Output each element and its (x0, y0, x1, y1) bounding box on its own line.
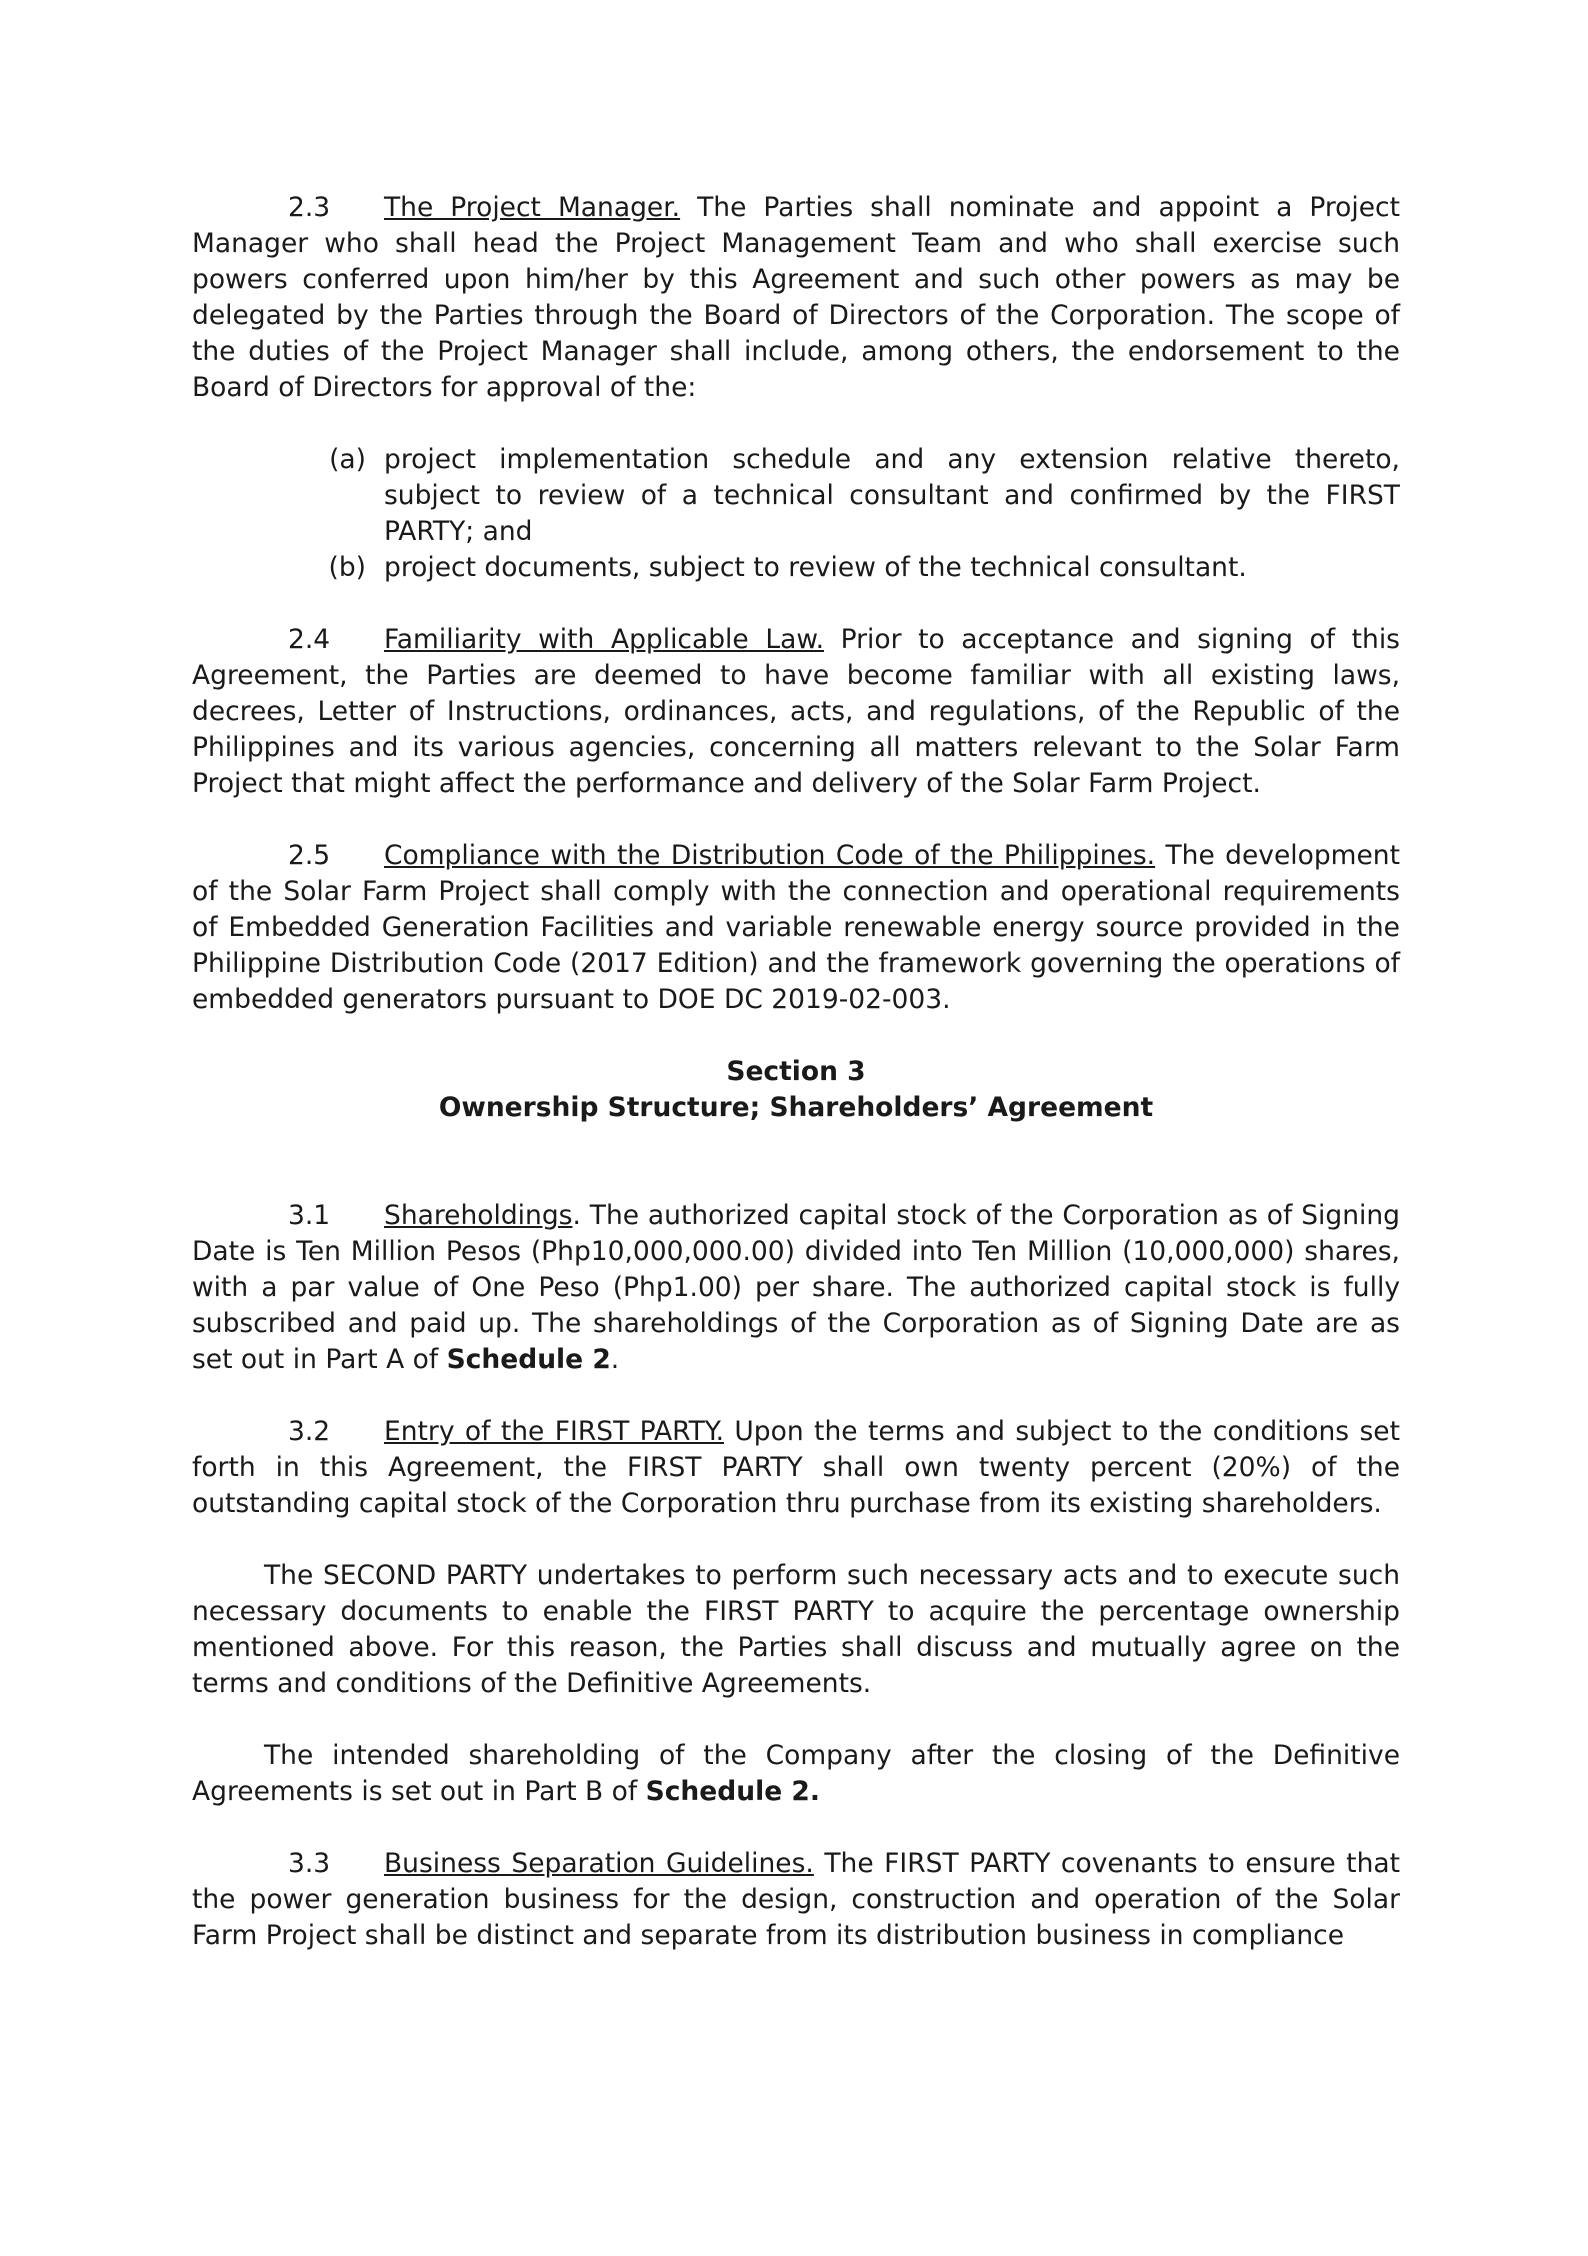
section-body: The development of the Solar Farm Project shall comply with the connection and operational requirements of Embedded Generation Facilities and variable renewable energy source provided in the Philippine Distribution Code (2017 Edition) and the framework governing the operations of embedded generators pursuant to DOE DC 2019-02-003. (192, 840, 1400, 1015)
list-item-text: project implementation schedule and any extension relative thereto, subject to review of a technical consultant and confirmed by the FIRST PARTY; and (384, 444, 1400, 547)
section-number: 2.3 (288, 192, 331, 223)
list-item (192, 550, 1400, 586)
second-party-paragraph: The SECOND PARTY undertakes to perform such necessary acts and to execute such necessary documents to enable the FIRST PARTY to acquire the percentage ownership mentioned above. For this reason, the Parties shall discuss and mutually agree on the terms and conditions of the Definitive Agreements. (192, 1560, 1400, 1699)
section-2-5 (192, 838, 1400, 1018)
section-body: . The authorized capital stock of the Corporation as of Signing Date is Ten Million Pesos (Php10,000,000.00) divided into Ten Million (10,000,000) shares, with a par value of One Peso (Php1.00) per share. The authorized capital stock is fully subscribed and paid up. The shareholdings of the Corporation as of Signing Date are as set out in Part A of (192, 1200, 1400, 1375)
section-body: Prior to acceptance and signing of this Agreement, the Parties are deemed to have become familiar with all existing laws, decrees, Letter of Instructions, ordinances, acts, and regulations, of the Republic of the Philippines and its various agencies, concerning all matters relevant to the Solar Farm Project that might affect the performance and delivery of the Solar Farm Project. (192, 624, 1400, 799)
section-number: 3.2 (288, 1416, 331, 1447)
section-title: Familiarity with Applicable Law. (384, 624, 824, 655)
section-body: The FIRST PARTY covenants to ensure that the power generation business for the design, construction and operation of the Solar Farm Project shall be distinct and separate from its distribution business in compliance (192, 1848, 1400, 1951)
document-page (192, 190, 1400, 1954)
section-2-3 (192, 190, 1400, 406)
section-2-4 (192, 622, 1400, 802)
section-3-2 (192, 1414, 1400, 1522)
section-body-tail: . (610, 1344, 620, 1375)
schedule-reference: Schedule 2 (446, 1344, 611, 1375)
section-3-3 (192, 1846, 1400, 1954)
section-title: Business Separation Guidelines. (384, 1848, 814, 1879)
paragraph-body: The intended shareholding of the Company after the closing of the Definitive Agreements is set out in Part B of (192, 1740, 1400, 1807)
section-3-1 (192, 1198, 1400, 1378)
list-item-label: (a) (329, 444, 366, 475)
section-number: 2.5 (288, 840, 331, 871)
project-manager-duties-list (192, 442, 1400, 586)
schedule-reference: Schedule 2. (645, 1776, 820, 1807)
list-item-text: project documents, subject to review of the technical consultant. (384, 552, 1247, 583)
section-heading-title: Ownership Structure; Shareholders’ Agreement (438, 1092, 1154, 1123)
section-number: 3.3 (288, 1848, 331, 1879)
list-item (192, 442, 1400, 550)
section-3-heading (192, 1054, 1400, 1126)
intended-shareholding-paragraph (192, 1738, 1400, 1810)
section-heading-number: Section 3 (726, 1056, 866, 1087)
list-item-label: (b) (328, 552, 366, 583)
section-title: The Project Manager. (384, 192, 681, 223)
section-title: Compliance with the Distribution Code of the Philippines. (384, 840, 1156, 871)
section-number: 2.4 (288, 624, 331, 655)
section-body: Upon the terms and subject to the conditions set forth in this Agreement, the FIRST PARTY shall own twenty percent (20%) of the outstanding capital stock of the Corporation thru purchase from its existing shareholders. (192, 1416, 1400, 1519)
section-title: Shareholdings (384, 1200, 573, 1231)
section-body: The Parties shall nominate and appoint a Project Manager who shall head the Project Management Team and who shall exercise such powers conferred upon him/her by this Agreement and such other powers as may be delegated by the Parties through the Board of Directors of the Corporation. The scope of the duties of the Project Manager shall include, among others, the endorsement to the Board of Directors for approval of the: (192, 192, 1400, 403)
section-title: Entry of the FIRST PARTY. (384, 1416, 724, 1447)
section-number: 3.1 (288, 1200, 331, 1231)
